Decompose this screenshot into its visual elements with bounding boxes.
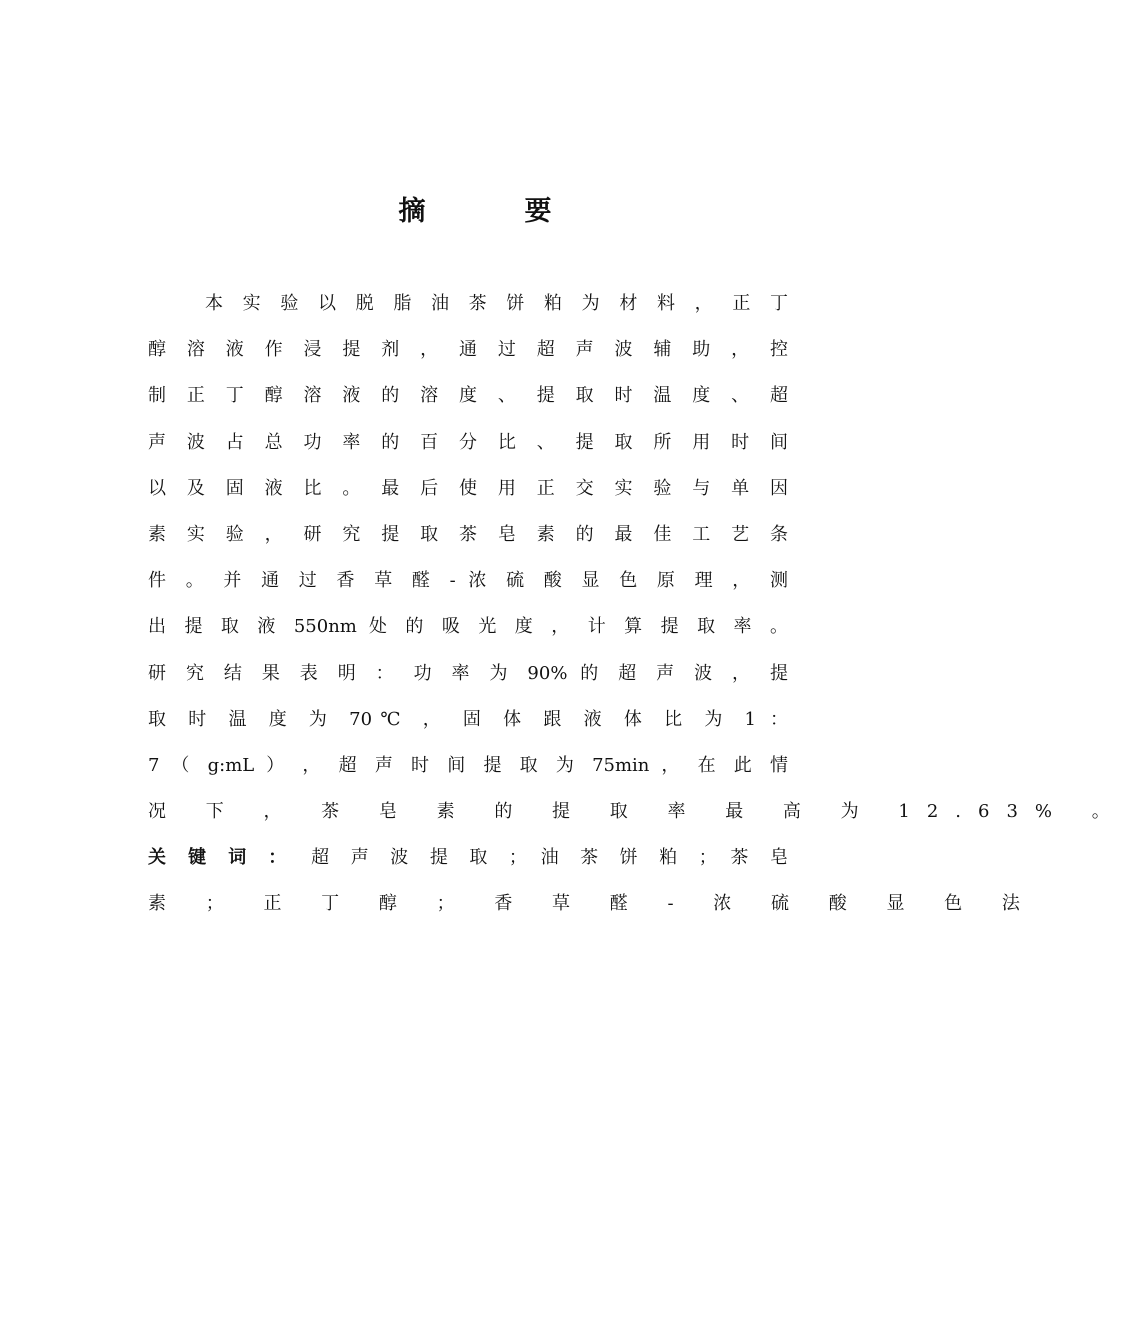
keywords-text: 素 ； 正 丁 醇 ； 香 草 醛 - 浓 硫 酸 显 色 法 — [148, 893, 1037, 915]
abstract-line: 声 波 占 总 功 率 的 百 分 比 、 提 取 所 用 时 间 — [148, 431, 788, 453]
abstract-line: 素 实 验 ， 研 究 提 取 茶 皂 素 的 最 佳 工 艺 条 — [148, 523, 788, 545]
abstract-line: 本 实 验 以 脱 脂 油 茶 饼 粕 为 材 料 ， 正 丁 — [205, 293, 788, 314]
abstract-line: 制 正 丁 醇 溶 液 的 溶 度 、 提 取 时 温 度 、 超 — [148, 385, 788, 407]
abstract-line: 醇 溶 液 作 浸 提 剂 ， 通 过 超 声 波 辅 助 ， 控 — [148, 339, 788, 361]
abstract-line: 研 究 结 果 表 明 ： 功 率 为 90% 的 超 声 波 ， 提 — [148, 662, 788, 684]
keywords-line-last — [148, 881, 1037, 927]
abstract-line: 7 （ g:mL ） ， 超 声 时 间 提 取 为 75min ， 在 此 情 — [148, 754, 788, 776]
abstract-line: 件 。 并 通 过 香 草 醛 - 浓 硫 酸 显 色 原 理 ， 测 — [148, 570, 788, 592]
keywords-text: 超 声 波 提 取 ； 油 茶 饼 粕 ； 茶 皂 — [311, 847, 788, 869]
page-title: 摘 要 — [398, 196, 588, 227]
abstract-line: 取 时 温 度 为 70℃ ， 固 体 跟 液 体 比 为 1 ： — [148, 708, 788, 730]
abstract-line-text: 况 下 ， 茶 皂 素 的 提 取 率 最 高 为 12.63% 。 — [148, 801, 1127, 823]
abstract-line-last — [148, 789, 1127, 835]
keywords-label: 关 键 词 ： — [148, 847, 286, 869]
keywords-line — [148, 835, 788, 881]
abstract-body — [148, 281, 1127, 928]
abstract-line: 出 提 取 液 550nm 处 的 吸 光 度 ， 计 算 提 取 率 。 — [148, 616, 788, 638]
abstract-line: 以 及 固 液 比 。 最 后 使 用 正 交 实 验 与 单 因 — [148, 477, 788, 499]
